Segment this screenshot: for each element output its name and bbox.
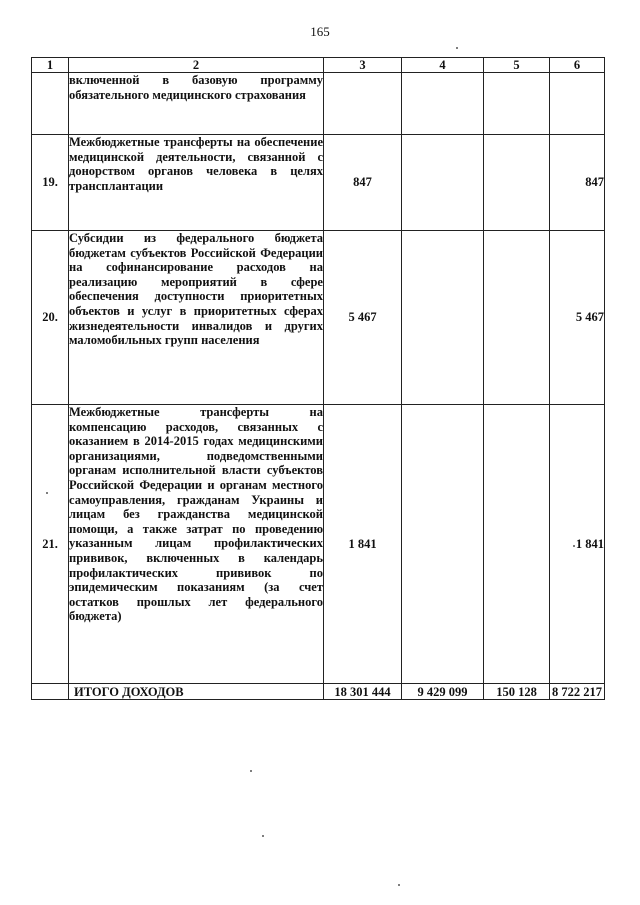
row-description: Межбюджетные трансферты на компенсацию расходов, связанных с оказанием в 2014-2015 годах медицинскими организациями, подведомственными органам исполнительной власти субъектов Российской Федерации и органам местного самоуправления, гражданам Украины и лицам без гражданства медицинской помощи, а также затрат по проведению указанным лицам профилактических прививок, включенных в календарь профилактических прививок по эпидемическим показаниям (за счет остатков прошлых лет федерального бюджета) [69, 405, 324, 684]
total-col6: 8 722 217 [550, 684, 605, 700]
row-number: 21. [32, 405, 69, 684]
column-header-3: 3 [324, 58, 402, 73]
column-header-6: 6 [550, 58, 605, 73]
row-col4 [402, 405, 484, 684]
total-col5: 150 128 [484, 684, 550, 700]
row-col4 [402, 231, 484, 405]
scan-speck [262, 835, 264, 837]
table-row [32, 231, 605, 405]
row-col3: 1 841 [324, 405, 402, 684]
row-col4 [402, 73, 484, 135]
column-header-4: 4 [402, 58, 484, 73]
row-col3 [324, 73, 402, 135]
row-col5 [484, 231, 550, 405]
table-row [32, 135, 605, 231]
budget-table [31, 57, 605, 700]
row-col6: 847 [550, 135, 605, 231]
row-number: 20. [32, 231, 69, 405]
row-description: включенной в базовую программу обязательного медицинского страхования [69, 73, 324, 135]
table-header-row [32, 58, 605, 73]
row-col6 [550, 73, 605, 135]
row-col3: 847 [324, 135, 402, 231]
row-description: Субсидии из федерального бюджета бюджетам субъектов Российской Федерации на софинансирование расходов на реализацию мероприятий в сфере обеспечения доступности приоритетных объектов и услуг в приоритетных сферах жизнедеятельности инвалидов и других маломобильных групп населения [69, 231, 324, 405]
column-header-2: 2 [69, 58, 324, 73]
row-col4 [402, 135, 484, 231]
total-row [32, 684, 605, 700]
column-header-5: 5 [484, 58, 550, 73]
row-number [32, 73, 69, 135]
row-col5 [484, 73, 550, 135]
total-number-cell [32, 684, 69, 700]
total-label: ИТОГО ДОХОДОВ [69, 684, 324, 700]
table-row [32, 405, 605, 684]
column-header-1: 1 [32, 58, 69, 73]
table-row [32, 73, 605, 135]
total-col4: 9 429 099 [402, 684, 484, 700]
scan-speck [398, 884, 400, 886]
row-col6: 1 841 [550, 405, 605, 684]
row-col5 [484, 135, 550, 231]
row-col6: 5 467 [550, 231, 605, 405]
scan-speck [46, 492, 48, 494]
scan-speck [250, 770, 252, 772]
scan-speck [456, 47, 458, 49]
row-col3: 5 467 [324, 231, 402, 405]
row-description: Межбюджетные трансферты на обеспечение медицинской деятельности, связанной с донорством органов человека в целях трансплантации [69, 135, 324, 231]
scan-speck [573, 545, 575, 547]
page-number: 165 [310, 24, 330, 39]
total-col3: 18 301 444 [324, 684, 402, 700]
row-number: 19. [32, 135, 69, 231]
row-col5 [484, 405, 550, 684]
